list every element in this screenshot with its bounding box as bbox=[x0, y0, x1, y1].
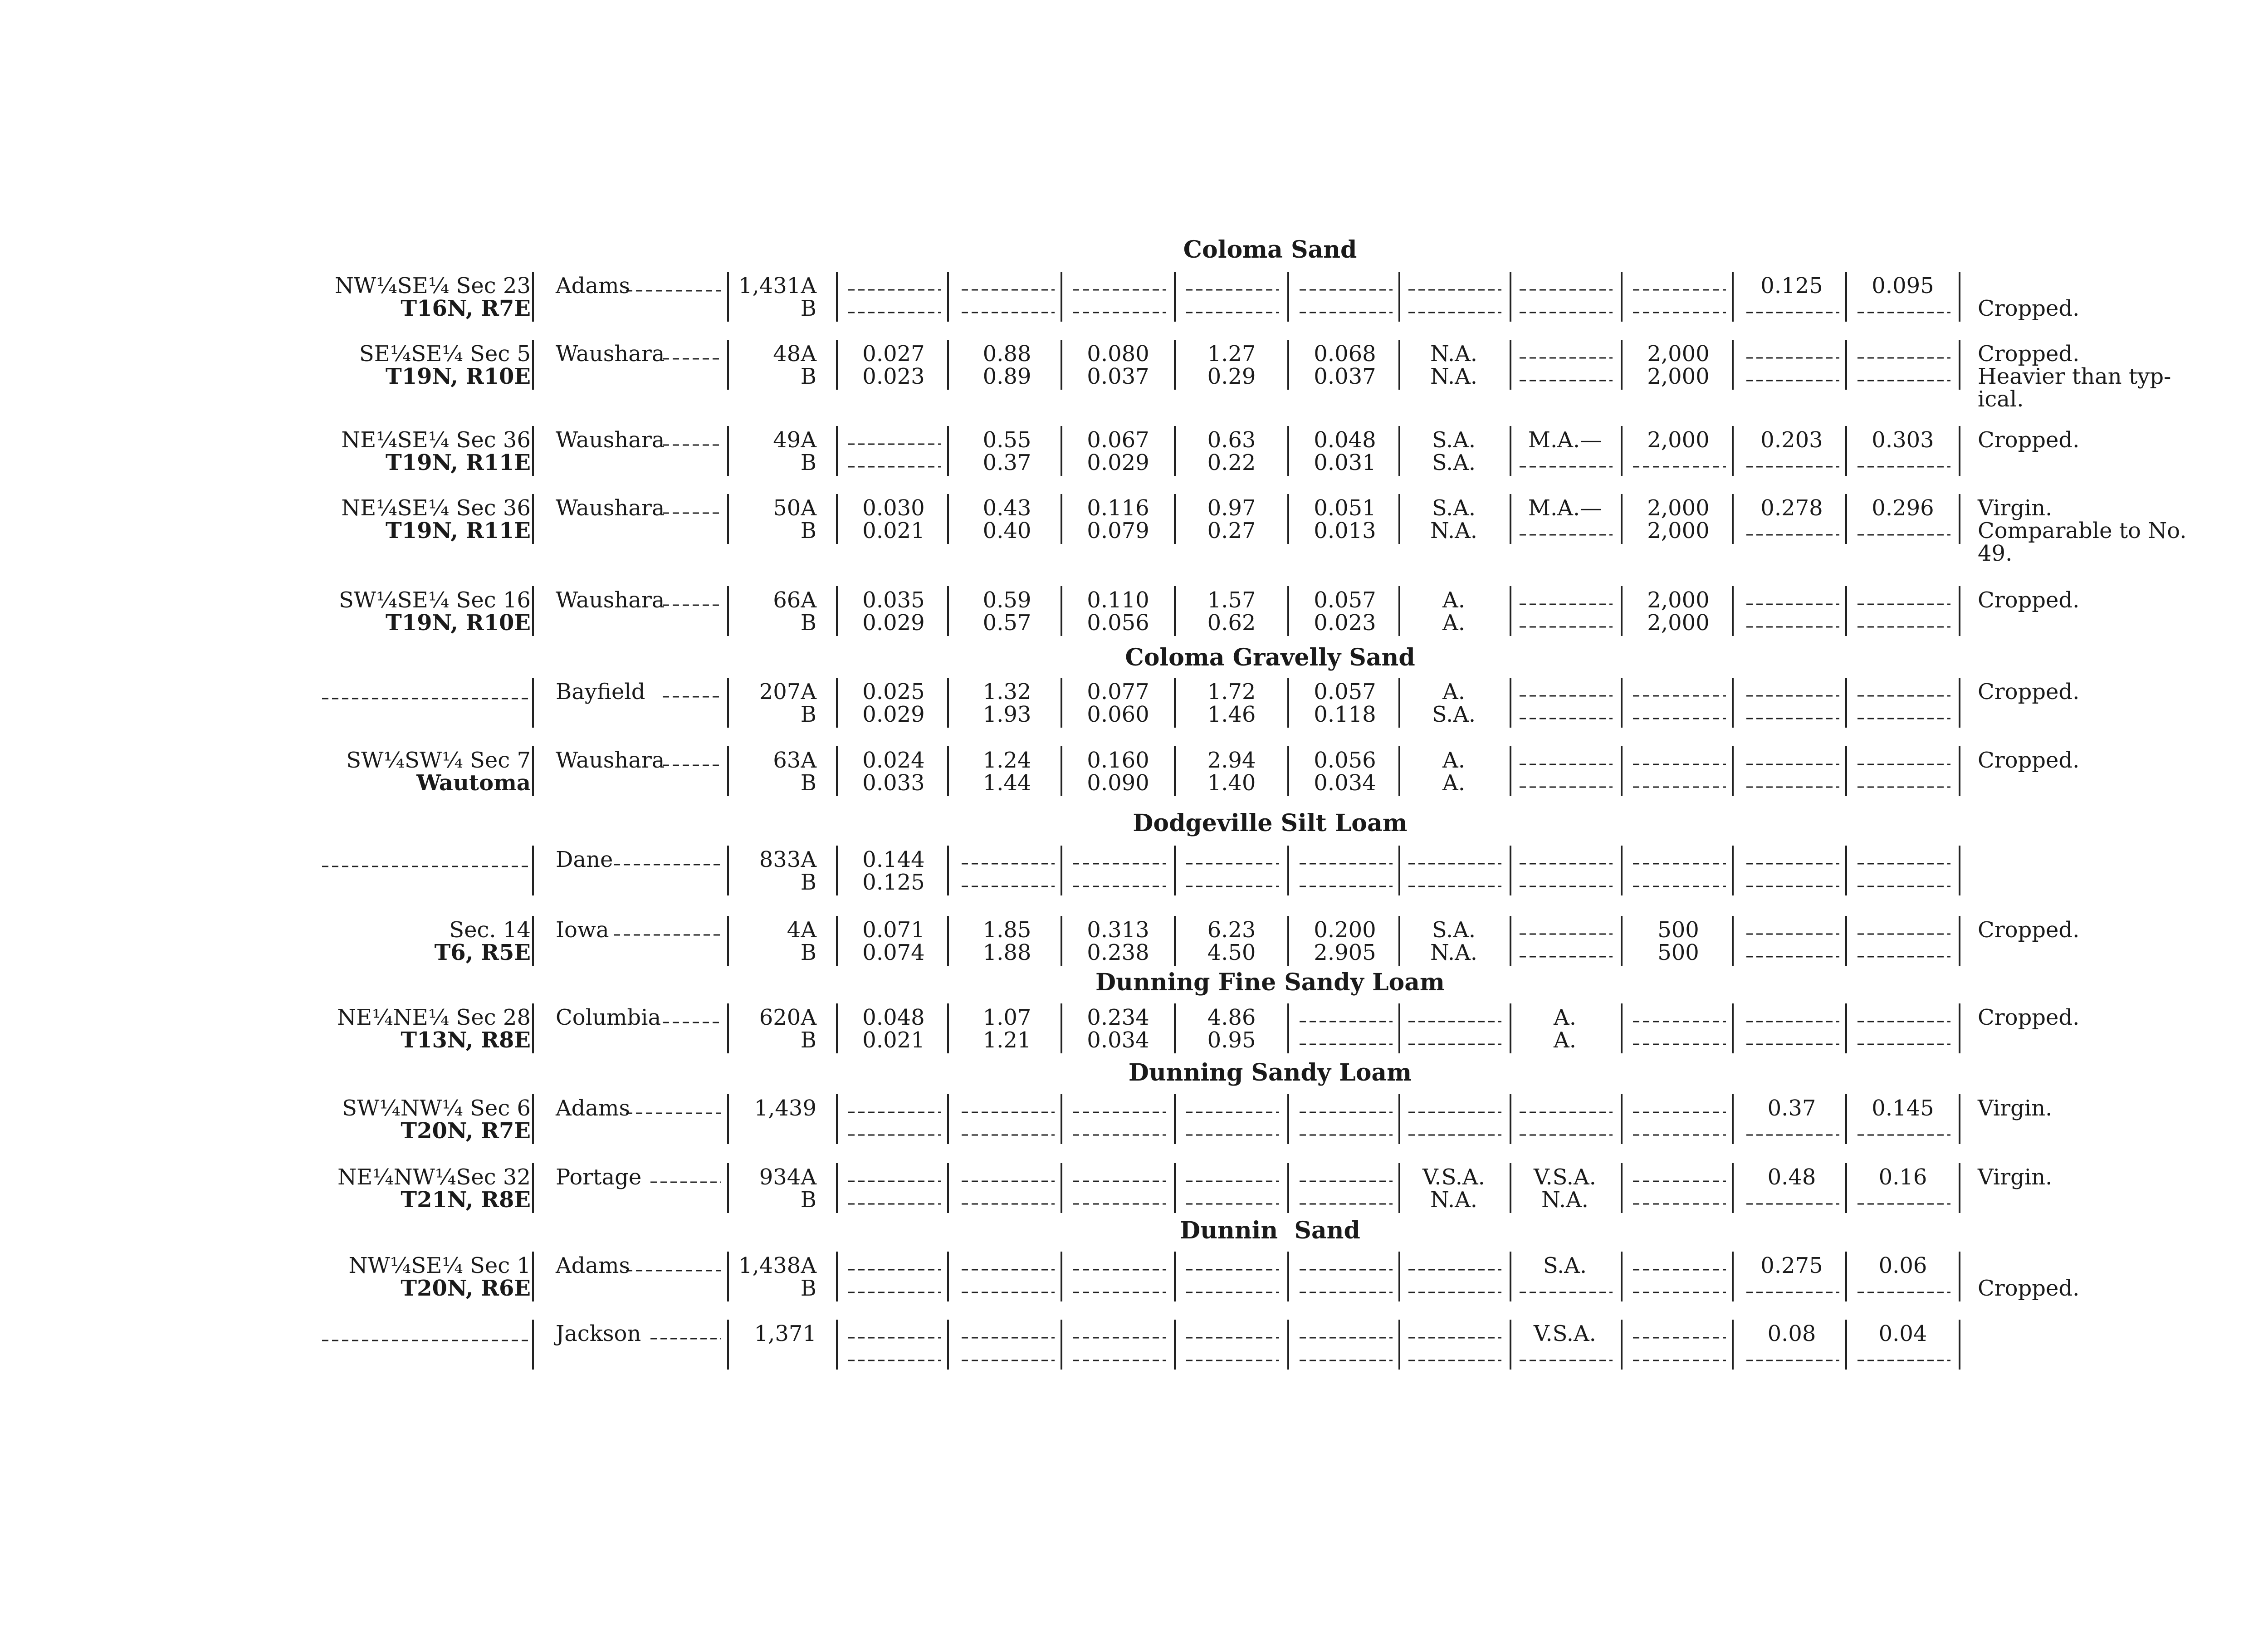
location-line: SW¼NW¼ Sec 6 bbox=[342, 1096, 531, 1121]
value-v4: 0.62 bbox=[1207, 610, 1256, 636]
location-line: T20N, R6E bbox=[401, 1276, 531, 1301]
value-r2: A. bbox=[1554, 1027, 1576, 1053]
location-line: SW¼SE¼ Sec 16 bbox=[339, 587, 531, 613]
value-n: 2,000 bbox=[1647, 610, 1710, 636]
value-r1: S.A. bbox=[1432, 702, 1476, 727]
value-x1: 0.08 bbox=[1767, 1321, 1816, 1346]
county-name: Waushara bbox=[556, 341, 665, 367]
section-heading: Dunning Fine Sandy Loam bbox=[1095, 969, 1445, 996]
value-v5: 0.068 bbox=[1314, 341, 1376, 367]
value-r1: A. bbox=[1442, 587, 1465, 613]
section-heading: Dodgeville Silt Loam bbox=[1133, 809, 1408, 837]
county-name: Dane bbox=[556, 847, 613, 872]
sample-number: B bbox=[800, 296, 816, 321]
value-r1: A. bbox=[1442, 610, 1465, 636]
value-r2: V.S.A. bbox=[1534, 1164, 1596, 1190]
remark-line: Virgin. bbox=[1978, 1096, 2053, 1121]
value-v4: 1.40 bbox=[1207, 770, 1256, 796]
value-v2: 1.32 bbox=[982, 679, 1031, 704]
value-v1: 0.144 bbox=[862, 847, 925, 872]
value-r1: N.A. bbox=[1430, 518, 1478, 543]
value-v3: 0.060 bbox=[1087, 702, 1149, 727]
county-name: Iowa bbox=[556, 917, 609, 943]
remark-line: ical. bbox=[1978, 386, 2024, 412]
value-v2: 1.88 bbox=[982, 940, 1031, 965]
county-name: Columbia bbox=[556, 1005, 661, 1030]
value-v2: 1.07 bbox=[982, 1005, 1031, 1030]
value-v5: 0.057 bbox=[1314, 679, 1376, 704]
value-v4: 0.95 bbox=[1207, 1027, 1256, 1053]
value-v3: 0.313 bbox=[1087, 917, 1149, 943]
value-n: 2,000 bbox=[1647, 427, 1710, 453]
value-x1: 0.37 bbox=[1767, 1096, 1816, 1121]
value-n: 2,000 bbox=[1647, 495, 1710, 521]
sample-number: 48A bbox=[773, 341, 816, 367]
value-v3: 0.067 bbox=[1087, 427, 1149, 453]
value-v3: 0.090 bbox=[1087, 770, 1149, 796]
value-v2: 0.37 bbox=[982, 450, 1031, 475]
value-v4: 6.23 bbox=[1207, 917, 1256, 943]
value-v4: 1.72 bbox=[1207, 679, 1256, 704]
value-v4: 1.46 bbox=[1207, 702, 1256, 727]
section-heading: Coloma Gravelly Sand bbox=[1125, 644, 1415, 671]
value-r2: V.S.A. bbox=[1534, 1321, 1596, 1346]
county-name: Jackson bbox=[556, 1321, 641, 1346]
value-v5: 0.056 bbox=[1314, 748, 1376, 773]
value-v5: 0.057 bbox=[1314, 587, 1376, 613]
location-line: T16N, R7E bbox=[401, 296, 531, 321]
value-x1: 0.125 bbox=[1760, 273, 1823, 298]
value-v4: 1.57 bbox=[1207, 587, 1256, 613]
remark-line: Cropped. bbox=[1978, 917, 2080, 943]
sample-number: 1,439 bbox=[754, 1096, 816, 1121]
sample-number: 934A bbox=[759, 1164, 816, 1190]
value-x2: 0.303 bbox=[1872, 427, 1934, 453]
value-v3: 0.034 bbox=[1087, 1027, 1149, 1053]
sample-number: 620A bbox=[759, 1005, 816, 1030]
location-line: T6, R5E bbox=[434, 940, 531, 965]
sample-number: 207A bbox=[759, 679, 816, 704]
value-v5: 0.048 bbox=[1314, 427, 1376, 453]
location-line: NW¼SE¼ Sec 1 bbox=[348, 1253, 531, 1278]
value-x1: 0.275 bbox=[1760, 1253, 1823, 1278]
remark-line: Heavier than typ- bbox=[1978, 364, 2171, 389]
value-v1: 0.030 bbox=[862, 495, 925, 521]
remark-line: Virgin. bbox=[1978, 495, 2053, 521]
county-name: Adams bbox=[556, 273, 631, 298]
value-n: 2,000 bbox=[1647, 364, 1710, 389]
value-v1: 0.021 bbox=[862, 518, 925, 543]
value-v5: 0.023 bbox=[1314, 610, 1376, 636]
value-v1: 0.071 bbox=[862, 917, 925, 943]
value-v2: 0.43 bbox=[982, 495, 1031, 521]
remark-line: Cropped. bbox=[1978, 587, 2080, 613]
sample-number: 49A bbox=[773, 427, 816, 453]
sample-number: B bbox=[800, 450, 816, 475]
value-v2: 0.55 bbox=[982, 427, 1031, 453]
section-heading: Coloma Sand bbox=[1183, 236, 1357, 264]
value-v4: 4.86 bbox=[1207, 1005, 1256, 1030]
value-v3: 0.029 bbox=[1087, 450, 1149, 475]
sample-number: 1,371 bbox=[754, 1321, 816, 1346]
value-v2: 1.93 bbox=[982, 702, 1031, 727]
value-r1: A. bbox=[1442, 679, 1465, 704]
remark-line: Comparable to No. bbox=[1978, 518, 2187, 543]
page-number bbox=[2266, 1309, 2268, 1409]
location-line: NW¼SE¼ Sec 23 bbox=[334, 273, 531, 298]
sample-number: B bbox=[800, 1187, 816, 1213]
location-line: T19N, R11E bbox=[385, 450, 531, 475]
location-line: T19N, R10E bbox=[385, 364, 531, 389]
value-v2: 1.44 bbox=[982, 770, 1031, 796]
value-v4: 0.27 bbox=[1207, 518, 1256, 543]
value-v3: 0.079 bbox=[1087, 518, 1149, 543]
value-v1: 0.023 bbox=[862, 364, 925, 389]
value-v5: 0.013 bbox=[1314, 518, 1376, 543]
location-line: T19N, R10E bbox=[385, 610, 531, 636]
value-v4: 2.94 bbox=[1207, 748, 1256, 773]
value-v1: 0.025 bbox=[862, 679, 925, 704]
sample-number: B bbox=[800, 870, 816, 895]
sample-number: 63A bbox=[773, 748, 816, 773]
sample-number: 50A bbox=[773, 495, 816, 521]
location-line: T19N, R11E bbox=[385, 518, 531, 543]
value-v5: 0.037 bbox=[1314, 364, 1376, 389]
value-v2: 0.57 bbox=[982, 610, 1031, 636]
location-line: T21N, R8E bbox=[401, 1187, 531, 1213]
value-n: 500 bbox=[1657, 940, 1699, 965]
location-line: NE¼SE¼ Sec 36 bbox=[341, 495, 531, 521]
value-v3: 0.238 bbox=[1087, 940, 1149, 965]
remark-line: Cropped. bbox=[1978, 1276, 2080, 1301]
sample-number: 4A bbox=[787, 917, 816, 943]
sample-number: B bbox=[800, 1276, 816, 1301]
value-v4: 1.27 bbox=[1207, 341, 1256, 367]
value-v1: 0.074 bbox=[862, 940, 925, 965]
value-r1: A. bbox=[1442, 748, 1465, 773]
value-v2: 0.40 bbox=[982, 518, 1031, 543]
sample-number: B bbox=[800, 518, 816, 543]
sample-number: 1,431A bbox=[738, 273, 816, 298]
county-name: Waushara bbox=[556, 427, 665, 453]
value-r1: A. bbox=[1442, 770, 1465, 796]
remark-line: Cropped. bbox=[1978, 1005, 2080, 1030]
value-r1: N.A. bbox=[1430, 364, 1478, 389]
county-name: Waushara bbox=[556, 748, 665, 773]
section-heading: Dunning Sandy Loam bbox=[1128, 1059, 1412, 1086]
value-v3: 0.037 bbox=[1087, 364, 1149, 389]
sample-number: 66A bbox=[773, 587, 816, 613]
value-v1: 0.029 bbox=[862, 702, 925, 727]
value-v2: 0.89 bbox=[982, 364, 1031, 389]
remark-line: Cropped. bbox=[1978, 341, 2080, 367]
value-n: 2,000 bbox=[1647, 341, 1710, 367]
value-r2: M.A.— bbox=[1528, 495, 1602, 521]
value-v5: 0.051 bbox=[1314, 495, 1376, 521]
location-line: SE¼SE¼ Sec 5 bbox=[359, 341, 531, 367]
value-v4: 4.50 bbox=[1207, 940, 1256, 965]
location-line: Wautoma bbox=[416, 770, 531, 796]
sample-number: B bbox=[800, 610, 816, 636]
location-line: Sec. 14 bbox=[449, 917, 531, 943]
value-r2: S.A. bbox=[1543, 1253, 1587, 1278]
value-v3: 0.077 bbox=[1087, 679, 1149, 704]
value-r1: N.A. bbox=[1430, 341, 1478, 367]
value-n: 500 bbox=[1657, 917, 1699, 943]
remark-line: Cropped. bbox=[1978, 748, 2080, 773]
value-r1: V.S.A. bbox=[1422, 1164, 1485, 1190]
location-line: NE¼SE¼ Sec 36 bbox=[341, 427, 531, 453]
sample-number: B bbox=[800, 364, 816, 389]
value-r1: S.A. bbox=[1432, 495, 1476, 521]
value-v2: 0.88 bbox=[982, 341, 1031, 367]
value-v5: 0.031 bbox=[1314, 450, 1376, 475]
value-r2: M.A.— bbox=[1528, 427, 1602, 453]
value-r1: N.A. bbox=[1430, 1187, 1478, 1213]
sample-number: B bbox=[800, 770, 816, 796]
remark-line: Cropped. bbox=[1978, 679, 2080, 704]
county-name: Adams bbox=[556, 1096, 631, 1121]
value-v4: 0.63 bbox=[1207, 427, 1256, 453]
value-v3: 0.160 bbox=[1087, 748, 1149, 773]
value-r1: S.A. bbox=[1432, 917, 1476, 943]
value-r1: S.A. bbox=[1432, 427, 1476, 453]
value-v3: 0.116 bbox=[1087, 495, 1149, 521]
remark-line: Cropped. bbox=[1978, 427, 2080, 453]
value-x2: 0.04 bbox=[1878, 1321, 1927, 1346]
value-v4: 0.29 bbox=[1207, 364, 1256, 389]
value-v1: 0.027 bbox=[862, 341, 925, 367]
location-line: SW¼SW¼ Sec 7 bbox=[346, 748, 531, 773]
remark-line: Virgin. bbox=[1978, 1164, 2053, 1190]
value-x1: 0.203 bbox=[1760, 427, 1823, 453]
value-r2: A. bbox=[1554, 1005, 1576, 1030]
value-x1: 0.278 bbox=[1760, 495, 1823, 521]
location-line: T20N, R7E bbox=[401, 1118, 531, 1144]
value-v2: 1.21 bbox=[982, 1027, 1031, 1053]
value-v4: 0.22 bbox=[1207, 450, 1256, 475]
value-v5: 0.200 bbox=[1314, 917, 1376, 943]
value-x2: 0.06 bbox=[1878, 1253, 1927, 1278]
value-v1: 0.035 bbox=[862, 587, 925, 613]
value-x2: 0.296 bbox=[1872, 495, 1934, 521]
value-v3: 0.056 bbox=[1087, 610, 1149, 636]
location-line: NE¼NW¼Sec 32 bbox=[337, 1164, 531, 1190]
value-x2: 0.16 bbox=[1878, 1164, 1927, 1190]
value-v2: 1.24 bbox=[982, 748, 1031, 773]
section-heading: Dunnin Sand bbox=[1180, 1217, 1360, 1244]
value-x1: 0.48 bbox=[1767, 1164, 1816, 1190]
value-r1: S.A. bbox=[1432, 450, 1476, 475]
sample-number: 833A bbox=[759, 847, 816, 872]
value-v1: 0.048 bbox=[862, 1005, 925, 1030]
value-v3: 0.110 bbox=[1087, 587, 1149, 613]
value-v5: 2.905 bbox=[1314, 940, 1376, 965]
value-x2: 0.145 bbox=[1872, 1096, 1934, 1121]
value-v1: 0.024 bbox=[862, 748, 925, 773]
value-n: 2,000 bbox=[1647, 587, 1710, 613]
sample-number: 1,438A bbox=[738, 1253, 816, 1278]
sample-number: B bbox=[800, 1027, 816, 1053]
county-name: Bayfield bbox=[556, 679, 645, 704]
location-line: T13N, R8E bbox=[401, 1027, 531, 1053]
county-name: Adams bbox=[556, 1253, 631, 1278]
sample-number: B bbox=[800, 702, 816, 727]
value-v3: 0.080 bbox=[1087, 341, 1149, 367]
remark-line: 49. bbox=[1978, 541, 2013, 566]
county-name: Waushara bbox=[556, 587, 665, 613]
value-r2: N.A. bbox=[1541, 1187, 1589, 1213]
value-v3: 0.234 bbox=[1087, 1005, 1149, 1030]
value-n: 2,000 bbox=[1647, 518, 1710, 543]
value-v4: 0.97 bbox=[1207, 495, 1256, 521]
value-v5: 0.118 bbox=[1314, 702, 1376, 727]
value-r1: N.A. bbox=[1430, 940, 1478, 965]
value-v1: 0.029 bbox=[862, 610, 925, 636]
sample-number: B bbox=[800, 940, 816, 965]
value-v2: 0.59 bbox=[982, 587, 1031, 613]
value-v2: 1.85 bbox=[982, 917, 1031, 943]
value-v1: 0.033 bbox=[862, 770, 925, 796]
location-line: NE¼NE¼ Sec 28 bbox=[337, 1005, 531, 1030]
value-x2: 0.095 bbox=[1872, 273, 1934, 298]
value-v1: 0.125 bbox=[862, 870, 925, 895]
county-name: Portage bbox=[556, 1164, 642, 1190]
remark-line: Cropped. bbox=[1978, 296, 2080, 321]
county-name: Waushara bbox=[556, 495, 665, 521]
value-v5: 0.034 bbox=[1314, 770, 1376, 796]
value-v1: 0.021 bbox=[862, 1027, 925, 1053]
